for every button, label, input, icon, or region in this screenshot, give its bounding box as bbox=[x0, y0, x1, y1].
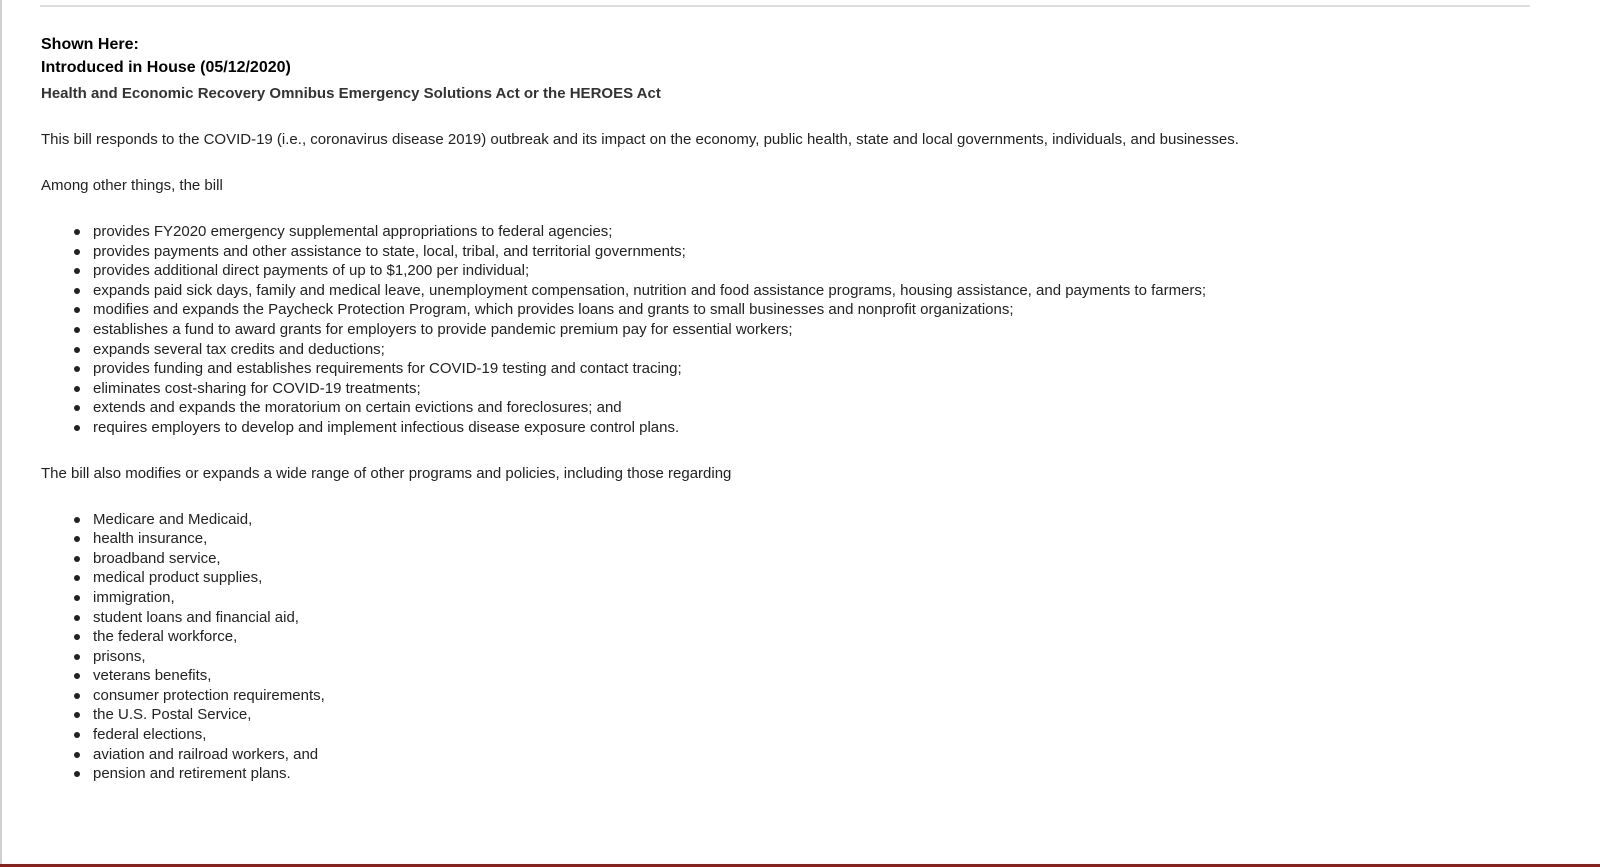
list-item bbox=[93, 222, 1541, 242]
bullet-icon bbox=[74, 229, 80, 235]
list-item-text: eliminates cost-sharing for COVID-19 treatments; bbox=[93, 379, 421, 397]
list-item-text: Medicare and Medicaid, bbox=[93, 510, 253, 528]
list-item bbox=[93, 608, 1541, 628]
bullet-icon bbox=[74, 771, 80, 777]
list-item bbox=[93, 647, 1541, 667]
shown-here-label: Shown Here: bbox=[41, 36, 139, 53]
list-item-text: broadband service, bbox=[93, 549, 221, 567]
bullet-icon bbox=[74, 425, 80, 431]
list-item bbox=[93, 705, 1541, 725]
list-item bbox=[93, 320, 1541, 340]
bullet-icon bbox=[74, 327, 80, 333]
bullet-icon bbox=[74, 654, 80, 660]
list-item-text: student loans and financial aid, bbox=[93, 608, 299, 626]
bullet-icon bbox=[74, 712, 80, 718]
list-item bbox=[93, 745, 1541, 765]
version-label: Introduced in House (05/12/2020) bbox=[41, 59, 291, 76]
list-item-text: provides payments and other assistance to state, local, tribal, and territorial governments; bbox=[93, 242, 686, 260]
list-item bbox=[93, 261, 1541, 281]
list-item-text: pension and retirement plans. bbox=[93, 765, 291, 783]
bullet-icon bbox=[74, 732, 80, 738]
bullet-icon bbox=[74, 575, 80, 581]
list-item-text: provides additional direct payments of up to $1,200 per individual; bbox=[93, 262, 530, 280]
bullet-icon bbox=[74, 556, 80, 562]
list-item-text: the federal workforce, bbox=[93, 628, 238, 646]
bullet-icon bbox=[74, 249, 80, 255]
bullet-icon bbox=[74, 366, 80, 372]
list-item bbox=[93, 242, 1541, 262]
list-item bbox=[93, 725, 1541, 745]
list-item bbox=[93, 627, 1541, 647]
list-item bbox=[93, 549, 1541, 569]
provisions-list bbox=[41, 222, 1541, 438]
list-item-text: immigration, bbox=[93, 588, 175, 606]
list-item bbox=[93, 379, 1541, 399]
list-item bbox=[93, 666, 1541, 686]
bullet-icon bbox=[74, 386, 80, 392]
bullet-icon bbox=[74, 673, 80, 679]
list-item-text: consumer protection requirements, bbox=[93, 686, 325, 704]
bullet-icon bbox=[74, 268, 80, 274]
list-item-text: prisons, bbox=[93, 647, 146, 665]
bullet-icon bbox=[74, 307, 80, 313]
list-item-text: aviation and railroad workers, and bbox=[93, 745, 319, 763]
bill-summary bbox=[41, 33, 1541, 784]
bullet-icon bbox=[74, 615, 80, 621]
list-item-text: veterans benefits, bbox=[93, 667, 212, 685]
list-item bbox=[93, 340, 1541, 360]
bullet-icon bbox=[74, 517, 80, 523]
list-item bbox=[93, 764, 1541, 784]
list-item-text: provides FY2020 emergency supplemental appropriations to federal agencies; bbox=[93, 223, 613, 240]
list-item bbox=[93, 686, 1541, 706]
bullet-icon bbox=[74, 347, 80, 353]
list-item bbox=[93, 281, 1541, 301]
bullet-icon bbox=[74, 288, 80, 294]
list-item-text: health insurance, bbox=[93, 530, 208, 548]
list-item-text: expands paid sick days, family and medical leave, unemployment compensation, nutrition and food assistance programs, housing assistance, and payments to farmers; bbox=[93, 281, 1207, 299]
list-item bbox=[93, 418, 1541, 438]
bill-title: Health and Economic Recovery Omnibus Emergency Solutions Act or the HEROES Act bbox=[41, 85, 661, 102]
summary-among: Among other things, the bill bbox=[41, 177, 223, 194]
list-item-text: modifies and expands the Paycheck Protection Program, which provides loans and grants to small businesses and nonprofit organizations; bbox=[93, 301, 1014, 319]
bullet-icon bbox=[74, 634, 80, 640]
list-item-text: medical product supplies, bbox=[93, 569, 263, 587]
list-item bbox=[93, 510, 1541, 530]
list-item bbox=[93, 568, 1541, 588]
bullet-icon bbox=[74, 405, 80, 411]
summary-also: The bill also modifies or expands a wide range of other programs and policies, including those regarding bbox=[41, 464, 732, 482]
list-item bbox=[93, 398, 1541, 418]
list-item-text: requires employers to develop and implement infectious disease exposure control plans. bbox=[93, 418, 680, 436]
list-item-text: expands several tax credits and deductions; bbox=[93, 340, 385, 358]
list-item-text: establishes a fund to award grants for employers to provide pandemic premium pay for essential workers; bbox=[93, 320, 793, 338]
list-item-text: extends and expands the moratorium on certain evictions and foreclosures; and bbox=[93, 399, 622, 417]
list-item bbox=[93, 529, 1541, 549]
bullet-icon bbox=[74, 595, 80, 601]
left-border bbox=[0, 0, 2, 867]
list-item-text: the U.S. Postal Service, bbox=[93, 706, 252, 724]
top-divider bbox=[40, 5, 1530, 7]
bullet-icon bbox=[74, 693, 80, 699]
list-item-text: provides funding and establishes requirements for COVID-19 testing and contact tracing; bbox=[93, 360, 682, 378]
list-item bbox=[93, 359, 1541, 379]
bullet-icon bbox=[74, 752, 80, 758]
list-item bbox=[93, 588, 1541, 608]
bullet-icon bbox=[74, 536, 80, 542]
programs-list bbox=[41, 510, 1541, 784]
summary-intro: This bill responds to the COVID-19 (i.e., coronavirus disease 2019) outbreak and its impact on the economy, public health, state and local governments, individuals, and businesses. bbox=[41, 131, 1239, 148]
list-item bbox=[93, 300, 1541, 320]
list-item-text: federal elections, bbox=[93, 726, 207, 744]
